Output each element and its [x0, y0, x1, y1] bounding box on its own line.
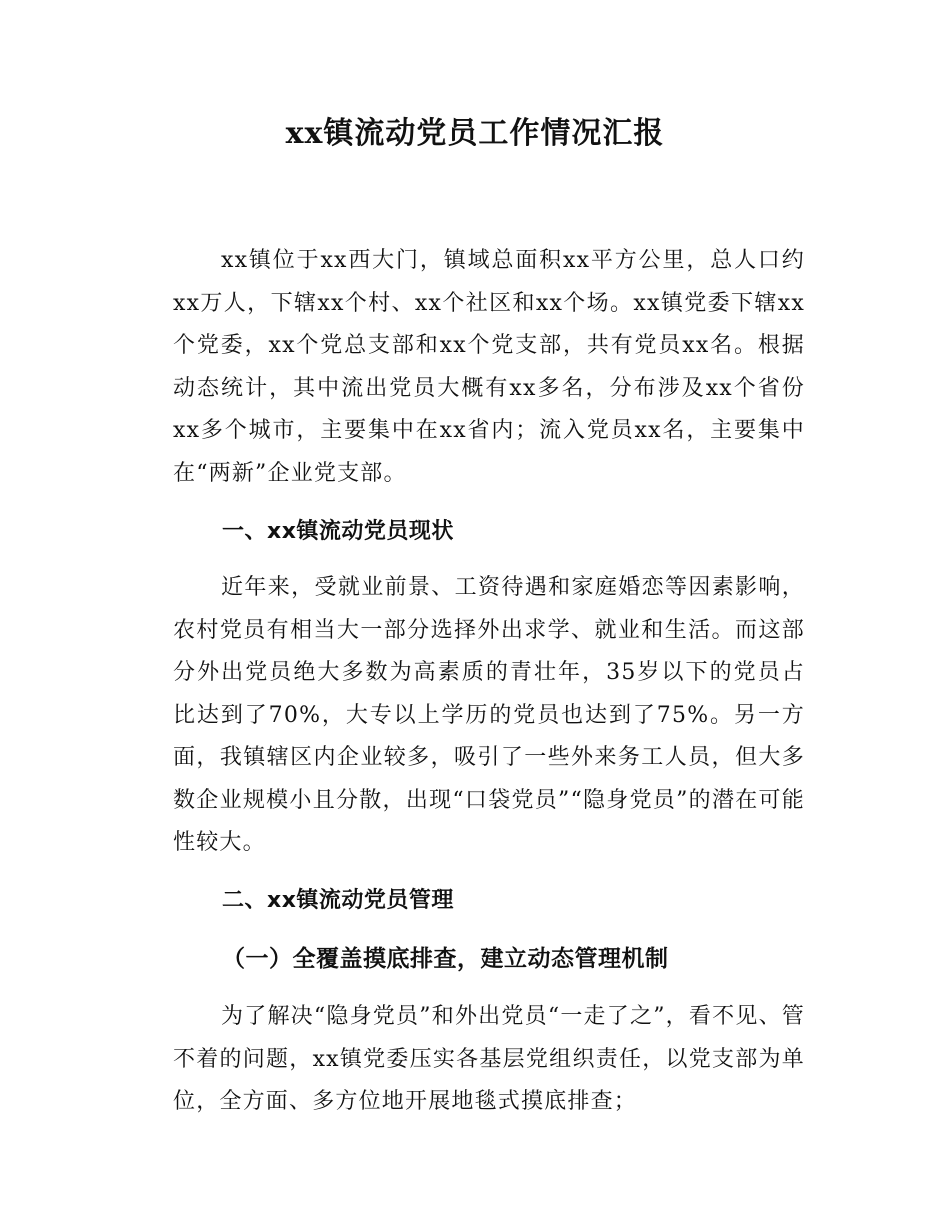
document-title: xx镇流动党员工作情况汇报	[285, 116, 665, 151]
section-heading-current-status: 一、xx镇流动党员现状	[222, 519, 454, 544]
paragraph-current-status: 近年来，受就业前景、工资待遇和家庭婚恋等因素影响，农村党员有相当大一部分选择外出求学、就业和生活。而这部分外出党员绝大多数为高素质的青壮年，35岁以下的党员占比达到了70%，大专以上学历的党员也达到了75%。另一方面，我镇辖区内企业较多，吸引了一些外来务工人员，但大多数企业规模小且分散，出现“口袋党员”“隐身党员”的潜在可能性较大。	[173, 575, 805, 855]
paragraph-survey: 为了解决“隐身党员”和外出党员“一走了之”，看不见、管不着的问题，xx镇党委压实各基层党组织责任，以党支部为单位，全方面、多方位地开展地毯式摸底排查；	[173, 1004, 805, 1114]
section-heading-management: 二、xx镇流动党员管理	[222, 888, 454, 913]
subsection-heading-survey: （一）全覆盖摸底排查，建立动态管理机制	[222, 946, 669, 972]
paragraph-town-overview: xx镇位于xx西大门，镇域总面积xx平方公里，总人口约xx万人，下辖xx个村、xx个社区和xx个场。xx镇党委下辖xx个党委，xx个党总支部和xx个党支部，共有党员xx名。根据动态统计，其中流出党员大概有xx多名，分布涉及xx个省份xx多个城市，主要集中在xx省内；流入党员xx名，主要集中在“两新”企业党支部。	[173, 248, 805, 486]
